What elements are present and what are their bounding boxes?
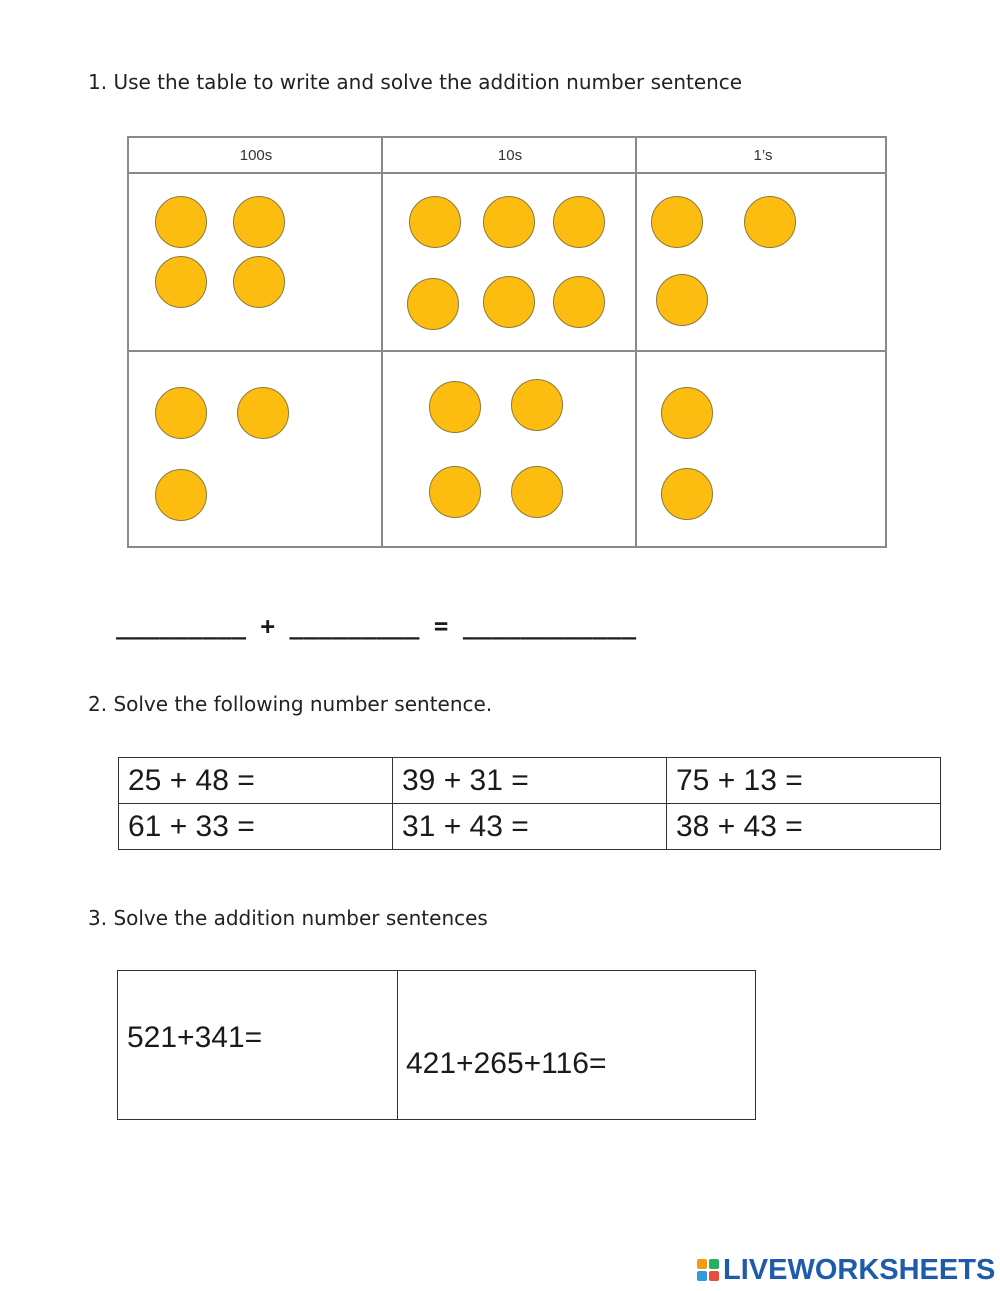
counter-ones-dot [656,274,708,326]
answer-blank-3[interactable]: ____________ [462,612,637,640]
column-divider [635,138,637,546]
counter-tens-dot [429,381,481,433]
problem-cell[interactable]: 39 + 31 = [393,758,667,804]
counter-hundreds-dot [155,196,207,248]
answer-blank-2[interactable]: _________ [289,612,420,640]
header-tens: 10s [497,147,523,164]
counter-tens-dot [483,196,535,248]
brand-name: LIVEWORKSHEETS [723,1253,996,1286]
counter-hundreds-dot [155,256,207,308]
counter-tens-dot [483,276,535,328]
counter-tens-dot [553,276,605,328]
counter-ones-dot [651,196,703,248]
column-divider [381,138,383,546]
counter-tens-dot [511,379,563,431]
row-divider [129,350,885,352]
question-2-prompt: 2. Solve the following number sentence. [88,692,493,716]
logo-square [709,1271,719,1281]
counter-ones-dot [744,196,796,248]
counter-tens-dot [553,196,605,248]
counter-ones-dot [661,387,713,439]
problem-cell[interactable]: 75 + 13 = [667,758,941,804]
problem-cell[interactable]: 38 + 43 = [667,804,941,850]
table-row [119,758,941,804]
row-divider [129,172,885,174]
q3-problem-2[interactable]: 421+265+116= [406,1047,607,1080]
counter-hundreds-dot [237,387,289,439]
counter-tens-dot [407,278,459,330]
counter-hundreds-dot [155,387,207,439]
logo-square [697,1271,707,1281]
logo-square [709,1259,719,1269]
q3-problem-1[interactable]: 521+341= [127,1021,263,1054]
question-3-prompt: 3. Solve the addition number sentences [88,906,488,930]
equals-sign: = [433,612,449,640]
question-1-prompt: 1. Use the table to write and solve the addition number sentence [88,70,743,94]
counter-hundreds-dot [155,469,207,521]
problem-cell[interactable]: 61 + 33 = [119,804,393,850]
table-row [119,804,941,850]
answer-blank-1[interactable]: _________ [116,612,247,640]
column-divider [397,971,398,1119]
liveworksheets-logo [697,1254,995,1286]
counter-tens-dot [511,466,563,518]
counter-ones-dot [661,468,713,520]
header-hundreds: 100s [239,147,273,164]
addition-sentence-blanks [116,612,636,640]
place-value-table [127,136,887,548]
problem-cell[interactable]: 31 + 43 = [393,804,667,850]
plus-sign: + [260,612,275,640]
logo-square [697,1259,707,1269]
counter-hundreds-dot [233,196,285,248]
problem-cell[interactable]: 25 + 48 = [119,758,393,804]
q3-problems-table [117,970,756,1120]
problems-table [118,757,941,850]
counter-tens-dot [429,466,481,518]
counter-tens-dot [409,196,461,248]
logo-mark-icon [697,1259,719,1281]
counter-hundreds-dot [233,256,285,308]
header-ones: 1’s [753,147,773,164]
